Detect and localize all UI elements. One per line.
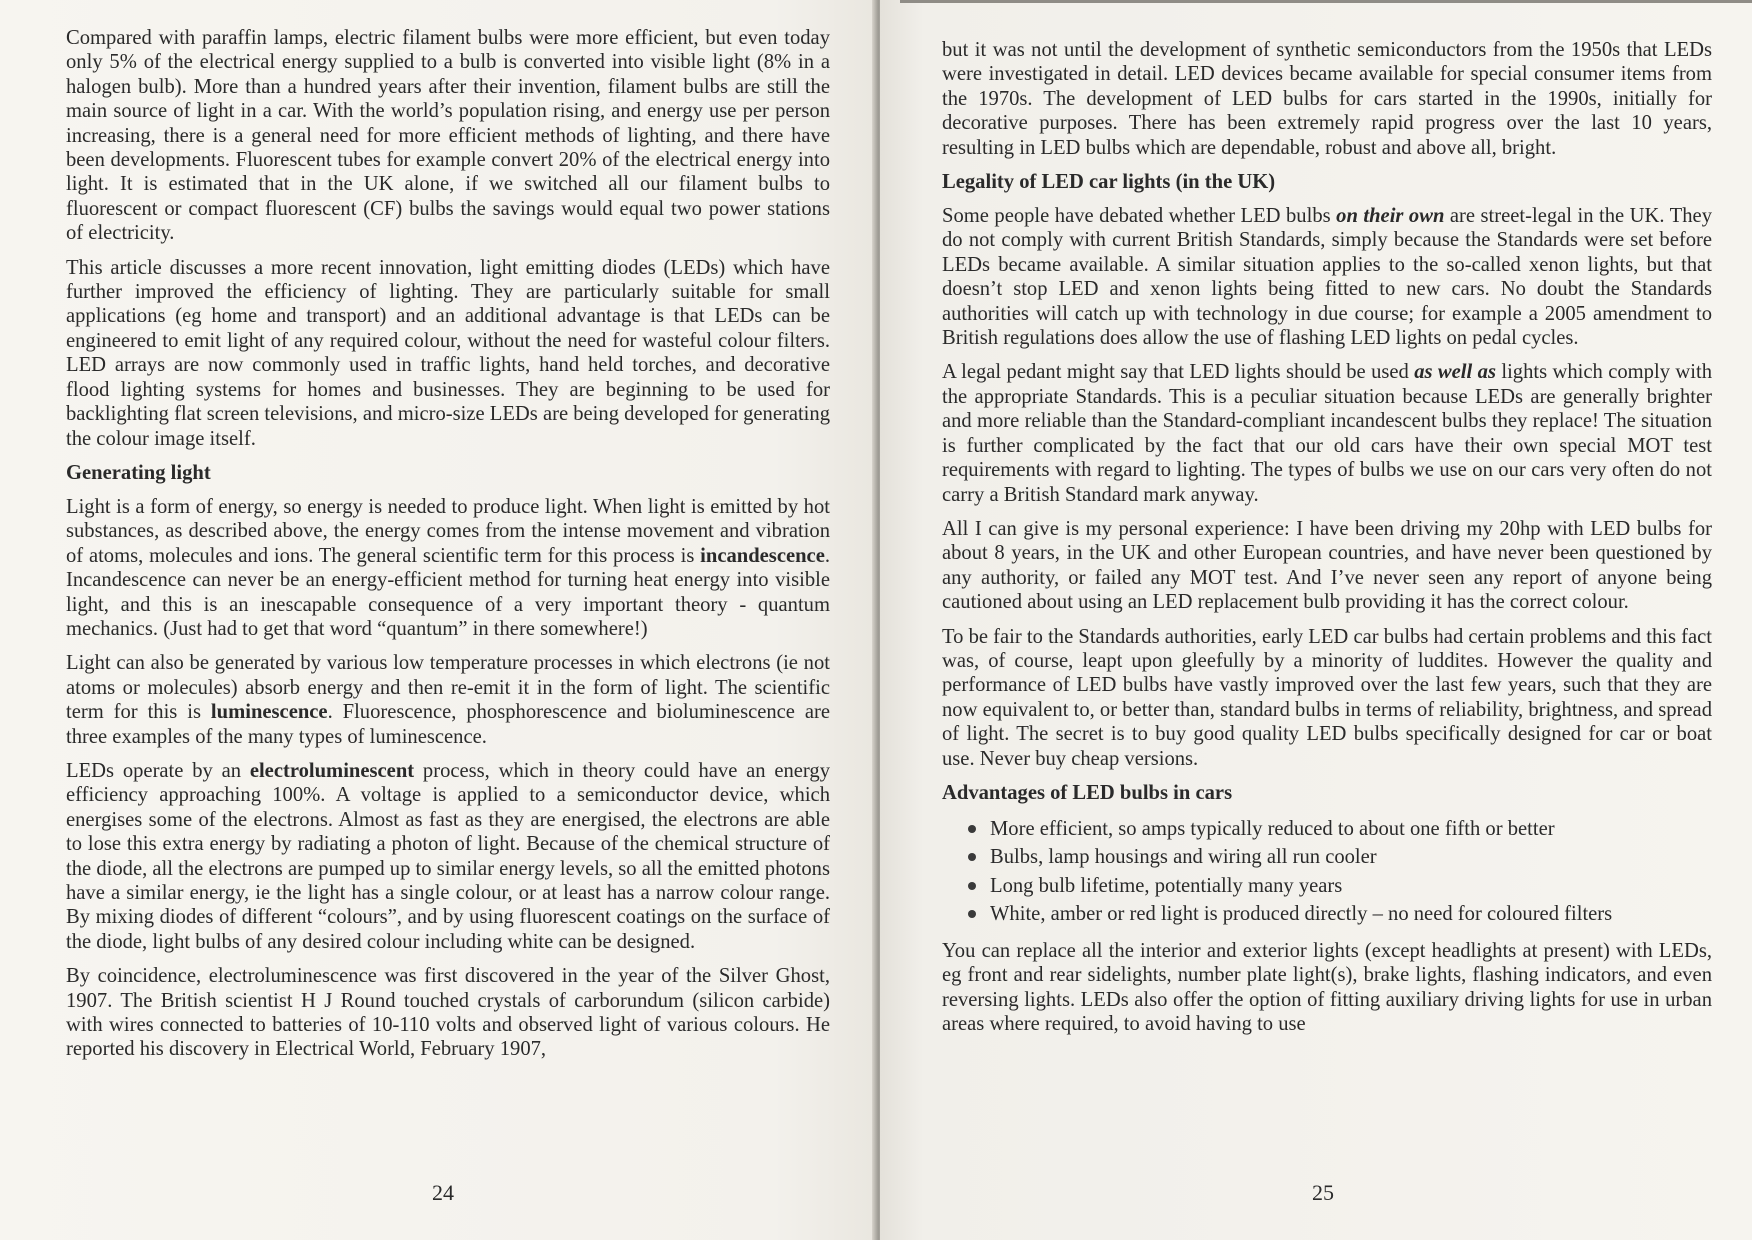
paragraph: All I can give is my personal experience: I have been driving my 20hp with LED bulbs for about 8 years, in the UK and other European countries, and have never been questioned by any authority, or failed any MOT test. And I’ve never seen any report of anyone being cautioned about using an LED replacement bulb providing it has the correct colour. bbox=[942, 517, 1712, 614]
term-incandescence: incandescence bbox=[700, 544, 825, 567]
section-heading-generating-light: Generating light bbox=[66, 461, 211, 484]
paragraph: A legal pedant might say that LED lights should be used as well as lights which comply with the appropriate Standards. This is a peculiar situation because LEDs are generally brighter and more reliable than the Standard-compliant incandescent bulbs they replace! The situation is further complicated by the fact that our old cars have their own special MOT test requirements with regard to lighting. The types of bulbs we use on our cars very often do not carry a British Standard mark anyway. bbox=[942, 361, 1712, 506]
section-heading-legality: Legality of LED car lights (in the UK) bbox=[942, 171, 1276, 194]
right-page bbox=[880, 0, 1752, 1240]
term-electroluminescent: electroluminescent bbox=[249, 759, 415, 782]
bullet-icon bbox=[968, 853, 976, 861]
paragraph: By coincidence, electroluminescence was first discovered in the year of the Silver Ghost, 1907. The British scientist H J Round touched crystals of carborundum (silicon carbide) with wires connected to batteries of 10-110 volts and observed light of various colours. He reported his discovery in Electrical World, February 1907, bbox=[66, 965, 830, 1061]
page-edge-line bbox=[900, 0, 1752, 3]
list-item: White, amber or red light is produced directly – no need for coloured filters bbox=[990, 900, 1712, 929]
paragraph: LEDs operate by an electroluminescent process, which in theory could have an energy efficiency approaching 100%. A voltage is applied to a semiconductor device, which energises some of the electrons. Almost as fast as they are energised, the electrons are able to lose this extra energy by radiating a photon of light. Because of the chemical structure of the diode, all the electrons are pumped up to similar energy levels, so all the emitted photons have a similar energy, ie the light has a single colour, or at least has a narrow colour range. By mixing diodes of different “colours”, and by using fluorescent coatings on the surface of the diode, light bulbs of any desired colour including white can be designed. bbox=[66, 759, 831, 953]
paragraph: Light can also be generated by various low temperature processes in which electrons (ie not atoms or molecules) absorb energy and then re-emit it in the form of light. The scientific term for this is luminescence. Fluorescence, phosphorescence and bioluminescence are three examples of the many types of luminescence. bbox=[66, 652, 830, 748]
emphasis-on-their-own: on their own bbox=[1336, 205, 1445, 228]
bullet-icon bbox=[968, 825, 976, 833]
advantages-list bbox=[942, 815, 1712, 929]
list-item: Long bulb lifetime, potentially many years bbox=[990, 872, 1712, 901]
paragraph: Some people have debated whether LED bulbs on their own are street-legal in the UK. They do not comply with current British Standards, simply because the Standards were set before LEDs became available. A similar situation applies to the so-called xenon lights, but that doesn’t stop LED and xenon lights being fitted to new cars. No doubt the Standards authorities will catch up with technology in due course; for example a 2005 amendment to British regulations does allow the use of flashing LED lights on pedal cycles. bbox=[942, 205, 1712, 350]
section-heading-advantages: Advantages of LED bulbs in cars bbox=[942, 781, 1233, 804]
page-number: 25 bbox=[1312, 1180, 1334, 1205]
paragraph: You can replace all the interior and exterior lights (except headlights at present) with LEDs, eg front and rear sidelights, number plate light(s), brake lights, flashing indicators, and even reversing lights. LEDs also offer the option of fitting auxiliary driving lights for use in urban areas where required, to avoid having to use bbox=[942, 939, 1712, 1036]
bullet-icon bbox=[968, 910, 976, 918]
term-luminescence: luminescence bbox=[210, 701, 328, 724]
paragraph: but it was not until the development of synthetic semiconductors from the 1950s that LEDs were investigated in detail. LED devices became available for special consumer items from the 1970s. The development of LED bulbs for cars started in the 1990s, initially for decorative purposes. There has been extremely rapid progress over the last 10 years, resulting in LED bulbs which are dependable, robust and above all, bright. bbox=[942, 39, 1712, 159]
list-item: More efficient, so amps typically reduced to about one fifth or better bbox=[990, 815, 1712, 844]
paragraph: This article discusses a more recent innovation, light emitting diodes (LEDs) which have further improved the efficiency of lighting. They are particularly suitable for small applications (eg home and transport) and an additional advantage is that LEDs can be engineered to emit light of any required colour, without the need for wasteful colour filters. LED arrays are now commonly used in traffic lights, hand held torches, and decorative flood lighting systems for homes and businesses. They are beginning to be used for backlighting flat screen televisions, and micro-size LEDs are being developed for generating the colour image itself. bbox=[66, 256, 830, 450]
paragraph: To be fair to the Standards authorities, early LED car bulbs had certain problems and this fact was, of course, leapt upon gleefully by a minority of luddites. However the quality and performance of LED bulbs have vastly improved over the last few years, such that they are now equivalent to, or better than, standard bulbs in terms of reliability, brightness, and spread of light. The secret is to buy good quality LED bulbs specifically designed for car or boat use. Never buy cheap versions. bbox=[942, 625, 1713, 770]
list-item: Bulbs, lamp housings and wiring all run cooler bbox=[990, 843, 1712, 872]
emphasis-as-well-as: as well as bbox=[1414, 361, 1496, 384]
paragraph: Light is a form of energy, so energy is needed to produce light. When light is emitted by hot substances, as described above, the energy comes from the intense movement and vibration of atoms, molecules and ions. The general scientific term for this process is incandescence. Incandescence can never be an energy-efficient method for turning heat energy into visible light, and this is an inescapable consequence of a very important theory - quantum mechanics. (Just had to get that word “quantum” in there somewhere!) bbox=[66, 495, 830, 640]
bullet-icon bbox=[968, 882, 976, 890]
paragraph: Compared with paraffin lamps, electric filament bulbs were more efficient, but even today only 5% of the electrical energy supplied to a bulb is converted into visible light (8% in a halogen bulb). More than a hundred years after their invention, filament bulbs are still the main source of light in a car. With the world’s population rising, and energy use per person increasing, there is a general need for more efficient methods of lighting, and there have been developments. Fluorescent tubes for example convert 20% of the electrical energy into light. It is estimated that in the UK alone, if we switched all our filament bulbs to fluorescent or compact fluorescent (CF) bulbs the savings would equal two power stations of electricity. bbox=[66, 27, 830, 245]
page-number: 24 bbox=[432, 1180, 454, 1205]
